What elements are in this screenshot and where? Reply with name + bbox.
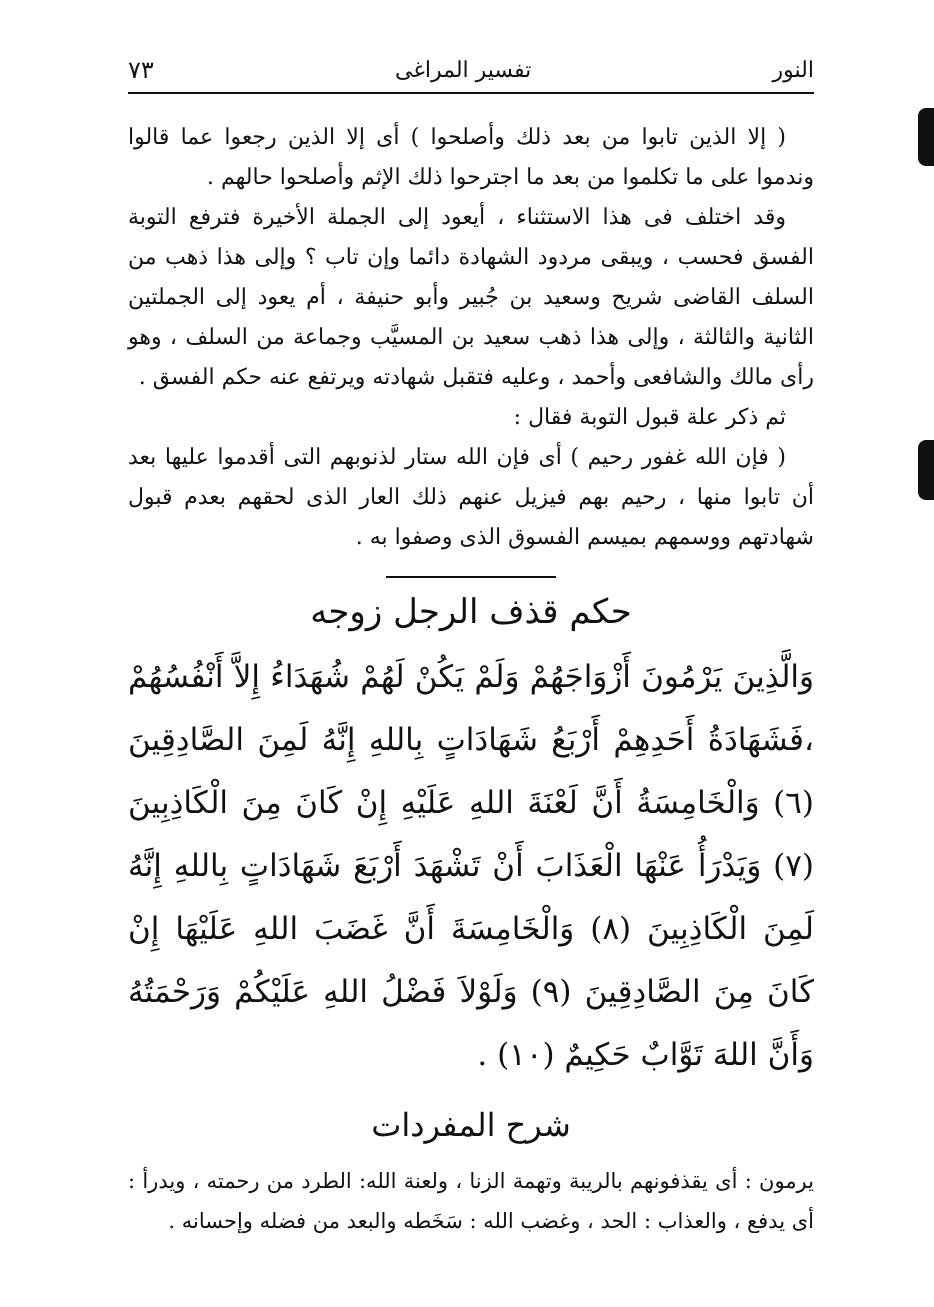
commentary-paragraph: وقد اختلف فى هذا الاستثناء ، أيعود إلى الجملة الأخيرة فترفع التوبة الفسق فحسب ، ويبقى مردود الشهادة دائما وإن تاب ؟ وإلى هذا ذهب من السلف القاضى شريح وسعيد بن جُبير وأبو حنيفة ، أم يعود إلى الجملتين الثانية والثالثة ، وإلى هذا ذهب سعيد بن المسيَّب وجماعة من السلف ، وهو رأى مالك والشافعى وأحمد ، وعليه فتقبل شهادته ويرتفع عنه حكم الفسق . bbox=[128, 205, 814, 390]
section-separator bbox=[386, 576, 556, 578]
commentary-paragraph: ثم ذكر علة قبول التوبة فقال : bbox=[513, 405, 786, 430]
commentary-paragraph: ( إلا الذين تابوا من بعد ذلك وأصلحوا ) أى إلا الذين رجعوا عما قالوا وندموا على ما تكلموا من بعد ما اجترحوا ذلك الإثم وأصلحوا حالهم . bbox=[128, 125, 814, 190]
header-rule bbox=[128, 92, 814, 94]
section-heading: حكم قذف الرجل زوجه bbox=[310, 592, 632, 632]
page-number: ٧٣ bbox=[128, 56, 154, 84]
vocabulary-heading: شرح المفردات bbox=[371, 1106, 571, 1144]
vocabulary-text: يرمون : أى يقذفونهم بالريبة وتهمة الزنا ، ولعنة الله: الطرد من رحمته ، ويدرأ : أى يدفع ، والعذاب : الحد ، وغضب الله : سَخَطه والبعد من فضله وإحسانه . bbox=[128, 1169, 814, 1233]
binding-mark bbox=[918, 108, 934, 166]
book-title: تفسير المراغى bbox=[395, 57, 532, 83]
page-content bbox=[128, 118, 814, 1241]
surah-name: النور bbox=[772, 57, 814, 83]
quran-verse: وَالَّذِينَ يَرْمُونَ أَزْوَاجَهُمْ وَلَمْ يَكُنْ لَهُمْ شُهَدَاءُ إِلاَّ أَنْفُسُهُمْ ،فَشَهَادَةُ أَحَدِهِمْ أَرْبَعُ شَهَادَاتٍ بِاللهِ إِنَّهُ لَمِنَ الصَّادِقِينَ (٦) وَالْخَامِسَةُ أَنَّ لَعْنَةَ اللهِ عَلَيْهِ إِنْ كَانَ مِنَ الْكَاذِبِينَ (٧) وَيَدْرَأُ عَنْهَا الْعَذَابَ أَنْ تَشْهَدَ أَرْبَعَ شَهَادَاتٍ بِاللهِ إِنَّهُ لَمِنَ الْكَاذِبِينَ (٨) وَالْخَامِسَةَ أَنَّ غَضَبَ اللهِ عَلَيْهَا إِنْ كَانَ مِنَ الصَّادِقِينَ (٩) وَلَوْلاَ فَضْلُ اللهِ عَلَيْكُمْ وَرَحْمَتُهُ وَأَنَّ اللهَ تَوَّابٌ حَكِيمٌ (١٠) . bbox=[128, 659, 814, 1073]
binding-mark bbox=[918, 440, 934, 500]
page-header bbox=[128, 50, 814, 90]
commentary-paragraph: ( فإن الله غفور رحيم ) أى فإن الله ستار لذنوبهم التى أقدموا عليها بعد أن تابوا منها ، رحيم بهم فيزيل عنهم ذلك العار الذى لحقهم بعدم قبول شهادتهم ووسمهم بميسم الفسوق الذى وصفوا به . bbox=[128, 445, 814, 550]
